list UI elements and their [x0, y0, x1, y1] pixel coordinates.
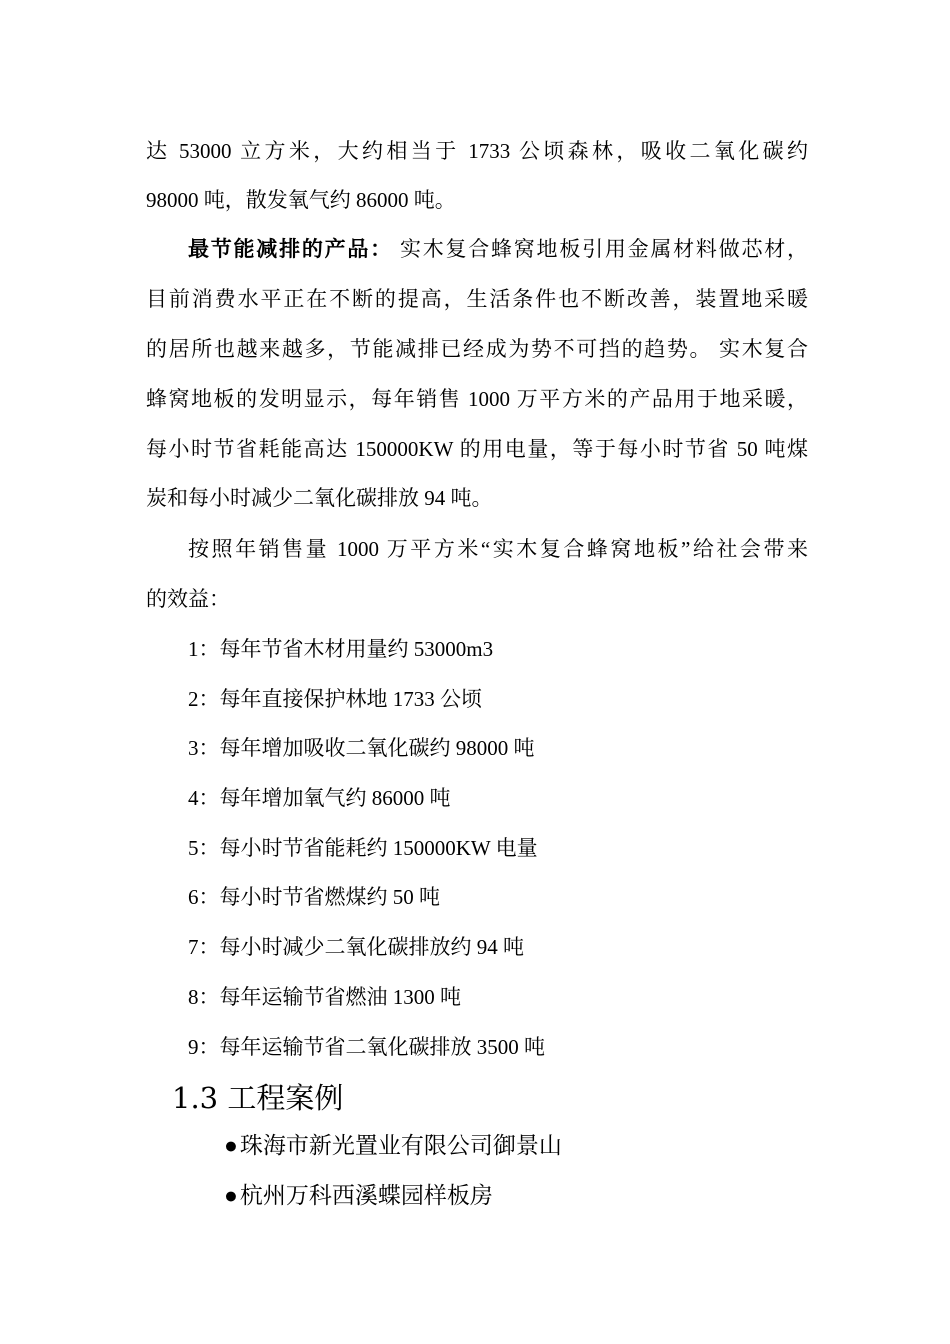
bullet-icon: ●	[224, 1133, 238, 1158]
section-heading: 1.3 工程案例	[172, 1081, 344, 1115]
case-item-label: 珠海市新光置业有限公司御景山	[239, 1133, 562, 1158]
benefit-item-7: 7：每小时减少二氧化碳排放约 94 吨	[188, 935, 524, 959]
benefit-item-8: 8：每年运输节省燃油 1300 吨	[188, 985, 461, 1009]
paragraph-2-line-4: 蜂窝地板的发明显示，每年销售 1000 万平方米的产品用于地采暖，	[146, 387, 808, 411]
paragraph-2-line-5: 每小时节省耗能高达 150000KW 的用电量，等于每小时节省 50 吨煤	[146, 437, 808, 461]
benefit-item-3: 3：每年增加吸收二氧化碳约 98000 吨	[188, 736, 535, 760]
case-item-label: 杭州万科西溪蝶园样板房	[239, 1183, 493, 1208]
paragraph-2-line-1-rest: 实木复合蜂窝地板引用金属材料做芯材，	[392, 237, 808, 261]
benefit-item-2: 2：每年直接保护林地 1733 公顷	[188, 687, 482, 711]
paragraph-1-line-2: 98000 吨，散发氧气约 86000 吨。	[146, 188, 456, 212]
bullet-icon: ●	[224, 1183, 238, 1208]
paragraph-1-line-1: 达 53000 立方米，大约相当于 1733 公顷森林，吸收二氧化碳约	[146, 139, 808, 163]
benefit-item-4: 4：每年增加氧气约 86000 吨	[188, 786, 451, 810]
paragraph-2-line-2: 目前消费水平正在不断的提高，生活条件也不断改善，装置地采暖	[146, 287, 808, 311]
paragraph-2-line-3: 的居所也越来越多，节能减排已经成为势不可挡的趋势。 实木复合	[146, 337, 808, 361]
case-item-1	[224, 1130, 562, 1162]
benefit-item-5: 5：每小时节省能耗约 150000KW 电量	[188, 836, 538, 860]
paragraph-2-lead: 最节能减排的产品：	[188, 237, 393, 261]
paragraph-2-line-6: 炭和每小时减少二氧化碳排放 94 吨。	[146, 486, 493, 510]
paragraph-3-line-2: 的效益：	[146, 587, 230, 611]
case-item-2	[224, 1180, 493, 1212]
paragraph-3-line-1: 按照年销售量 1000 万平方米“实木复合蜂窝地板”给社会带来	[188, 537, 808, 561]
paragraph-2-line-1	[188, 234, 808, 264]
benefit-item-9: 9：每年运输节省二氧化碳排放 3500 吨	[188, 1035, 545, 1059]
benefit-item-6: 6：每小时节省燃煤约 50 吨	[188, 885, 440, 909]
benefit-item-1: 1：每年节省木材用量约 53000m3	[188, 637, 494, 661]
